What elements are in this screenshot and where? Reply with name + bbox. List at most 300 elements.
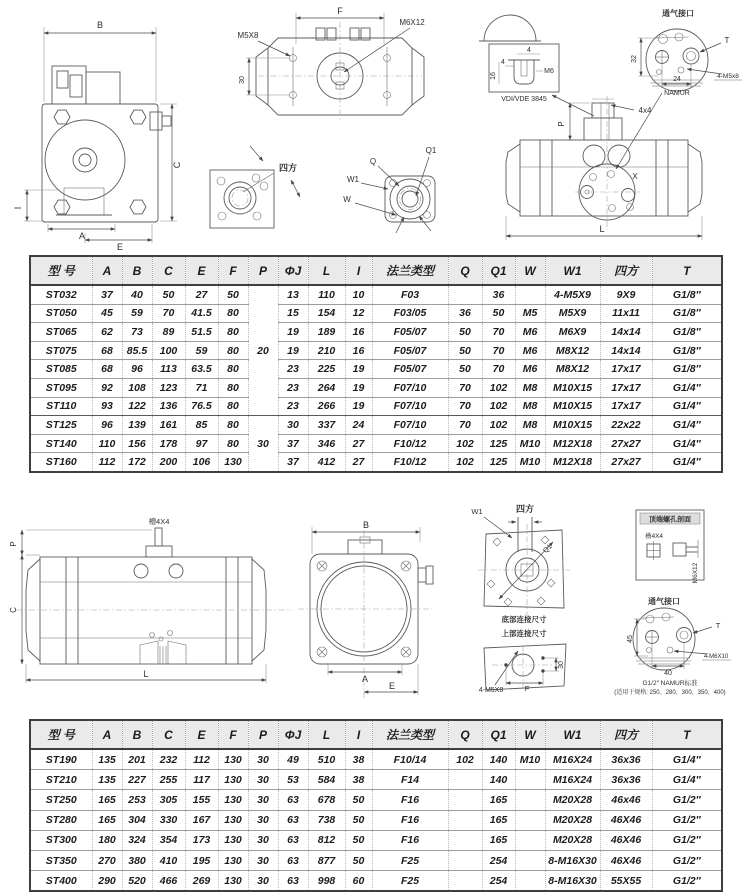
dim-c2-label: C <box>9 607 18 613</box>
table-cell: 108 <box>122 378 152 397</box>
vent-dim-32: 32 <box>631 55 638 63</box>
table-cell: 27 <box>185 285 218 304</box>
table-cell: ST350 <box>30 850 92 870</box>
table-cell: 63 <box>278 850 308 870</box>
namur-standard-caption: G1/2″ NAMUR标准 <box>642 680 698 687</box>
table-cell: 22x22 <box>600 416 652 435</box>
table-cell: 9X9 <box>600 285 652 304</box>
table-cell: 30 <box>248 416 278 472</box>
table-cell: 337 <box>308 416 345 435</box>
table-cell: 253 <box>122 790 152 810</box>
table-cell: 112 <box>92 453 122 472</box>
table-cell: 165 <box>482 790 515 810</box>
side-view-drawing <box>9 516 292 683</box>
table-cell <box>515 810 545 830</box>
table-cell: G1/2″ <box>652 810 722 830</box>
table-cell: 136 <box>152 397 185 416</box>
column-header: A <box>92 720 122 749</box>
table-row <box>30 285 722 304</box>
table-cell: 50 <box>345 850 372 870</box>
q1-label-2: Q1 <box>542 543 554 555</box>
table-cell: 76.5 <box>185 397 218 416</box>
table-cell: 112 <box>185 749 218 770</box>
table-cell: 80 <box>218 341 248 360</box>
table-cell: 10 <box>345 285 372 304</box>
w-label: W <box>343 195 351 204</box>
table-cell: M10X15 <box>545 378 600 397</box>
table-cell: 59 <box>185 341 218 360</box>
table-cell: ST190 <box>30 749 92 770</box>
table-cell: 180 <box>92 830 122 850</box>
table-cell: ST075 <box>30 341 92 360</box>
table-cell: 125 <box>482 453 515 472</box>
table-cell: 93 <box>92 397 122 416</box>
vent-t-label: T <box>724 36 730 45</box>
table-cell: 37 <box>92 285 122 304</box>
table-cell: 51.5 <box>185 323 218 342</box>
table-row <box>30 810 722 830</box>
w1-label-2: W1 <box>471 507 483 516</box>
table-cell: 305 <box>152 790 185 810</box>
vent-port-top-drawing <box>631 8 742 97</box>
table-cell: G1/2″ <box>652 790 722 810</box>
table-cell: ST050 <box>30 304 92 323</box>
table-cell: 130 <box>218 830 248 850</box>
table-row <box>30 378 722 397</box>
table-cell: 998 <box>308 871 345 892</box>
table-cell: M6X9 <box>545 323 600 342</box>
table-cell: 68 <box>92 360 122 379</box>
table-cell: 80 <box>218 378 248 397</box>
vdi-dim-16: 16 <box>490 72 497 80</box>
table-cell: 255 <box>152 770 185 790</box>
table-cell: 189 <box>308 323 345 342</box>
table-cell: ST032 <box>30 285 92 304</box>
table-cell: F05/07 <box>372 360 448 379</box>
table-cell: 27x27 <box>600 453 652 472</box>
square-drive-drawing <box>210 146 300 228</box>
table-cell: 96 <box>92 416 122 435</box>
table-cell <box>448 830 482 850</box>
table-cell: 50 <box>152 285 185 304</box>
table-cell: 130 <box>218 749 248 770</box>
dimension-table-large-models <box>29 719 723 892</box>
top-connection-drawing <box>479 628 566 694</box>
column-header: 型 号 <box>30 720 92 749</box>
table-cell: 130 <box>218 790 248 810</box>
dim-p-label: P <box>557 121 566 127</box>
table-cell: 80 <box>218 304 248 323</box>
column-header: ΦJ <box>278 720 308 749</box>
table-cell <box>515 285 545 304</box>
dim-l-label: L <box>599 224 605 234</box>
table-cell: 50 <box>448 341 482 360</box>
table-cell: F10/12 <box>372 453 448 472</box>
table-cell: 30 <box>248 871 278 892</box>
column-header: B <box>122 720 152 749</box>
column-header: E <box>185 720 218 749</box>
vent2-t-label: T <box>715 621 721 630</box>
table-cell: 232 <box>152 749 185 770</box>
table-cell: 70 <box>448 378 482 397</box>
table-cell: 30 <box>278 416 308 435</box>
table-cell: 68 <box>92 341 122 360</box>
table-cell: F14 <box>372 770 448 790</box>
screw-section-title: 顶端螺孔剖面 <box>649 516 691 524</box>
table-cell: 324 <box>122 830 152 850</box>
table-cell: 49 <box>278 749 308 770</box>
table-cell: 55X55 <box>600 871 652 892</box>
dim-30b-label: 30 <box>558 661 565 669</box>
m5x8-label: M5X8 <box>237 31 259 40</box>
table-cell: F16 <box>372 810 448 830</box>
table-cell: 139 <box>122 416 152 435</box>
table-cell: 167 <box>185 810 218 830</box>
table-cell: 63 <box>278 871 308 892</box>
table-cell: F05/07 <box>372 341 448 360</box>
table-cell: 46x46 <box>600 790 652 810</box>
table-cell: 225 <box>308 360 345 379</box>
vent2-title: 通气接口 <box>648 597 680 606</box>
column-header: I <box>345 720 372 749</box>
table-cell: 354 <box>152 830 185 850</box>
vent2-dim-40: 40 <box>664 670 672 677</box>
table-cell: 27x27 <box>600 434 652 453</box>
column-header: Q1 <box>482 720 515 749</box>
table-cell: 50 <box>218 285 248 304</box>
column-header: C <box>152 720 185 749</box>
table-cell: M8 <box>515 378 545 397</box>
top-conn-title: 上部连接尺寸 <box>501 629 547 638</box>
table-cell: G1/4″ <box>652 770 722 790</box>
vent-namur-caption: NAMUR <box>664 90 690 97</box>
table-cell: M12X18 <box>545 434 600 453</box>
table-cell: F16 <box>372 790 448 810</box>
column-header: ΦJ <box>278 256 308 285</box>
table-cell: 36 <box>448 304 482 323</box>
table-cell: G1/4″ <box>652 397 722 416</box>
table-cell: 63.5 <box>185 360 218 379</box>
table-cell: 102 <box>482 416 515 435</box>
table-cell: 154 <box>308 304 345 323</box>
table-cell: 50 <box>482 304 515 323</box>
table-cell: 270 <box>92 850 122 870</box>
table-cell: 59 <box>122 304 152 323</box>
table-cell: 117 <box>185 770 218 790</box>
table-cell: 130 <box>218 453 248 472</box>
dim-e-label: E <box>116 242 124 252</box>
table-cell: 30 <box>248 790 278 810</box>
table-cell: 38 <box>345 770 372 790</box>
table-cell: G1/4″ <box>652 378 722 397</box>
table-cell: G1/2″ <box>652 830 722 850</box>
table-cell: 46X46 <box>600 850 652 870</box>
table-cell: 130 <box>218 871 248 892</box>
table-cell: F10/14 <box>372 749 448 770</box>
table-cell <box>448 850 482 870</box>
table-cell: F07/10 <box>372 416 448 435</box>
table-cell: 60 <box>345 871 372 892</box>
table-cell: 16 <box>345 323 372 342</box>
table-cell: 266 <box>308 397 345 416</box>
sifang-label: 四方 <box>278 163 298 173</box>
column-header: C <box>152 256 185 285</box>
vent2-4m6x10-label: 4-M6X10 <box>703 654 729 660</box>
table-cell: 62 <box>92 323 122 342</box>
table-cell: 50 <box>448 360 482 379</box>
table-cell: 520 <box>122 871 152 892</box>
table-cell: 45 <box>92 304 122 323</box>
table-row <box>30 360 722 379</box>
table-cell: 678 <box>308 790 345 810</box>
column-header: A <box>92 256 122 285</box>
vdi-dim-4b: 4 <box>501 59 505 66</box>
table-cell: 80 <box>218 416 248 435</box>
table-cell: 102 <box>448 453 482 472</box>
dim-l2-label: L <box>143 669 149 679</box>
table-cell: 510 <box>308 749 345 770</box>
column-header: T <box>652 256 722 285</box>
table-cell: F03 <box>372 285 448 304</box>
table-cell: 155 <box>185 790 218 810</box>
table-cell: 346 <box>308 434 345 453</box>
table-cell: 40 <box>122 285 152 304</box>
dim-e2-label: E <box>388 681 396 691</box>
dim-f2-label: F <box>524 684 530 693</box>
table-cell: 97 <box>185 434 218 453</box>
table-cell: 80 <box>218 360 248 379</box>
table-cell: 200 <box>152 453 185 472</box>
table-cell: 50 <box>448 323 482 342</box>
table-row <box>30 749 722 770</box>
table-cell: 17x17 <box>600 378 652 397</box>
vent-port-bottom-drawing <box>614 596 731 696</box>
right-top-view-drawing <box>506 93 702 240</box>
table-cell: 17x17 <box>600 397 652 416</box>
table-cell: 156 <box>122 434 152 453</box>
column-header: 法兰类型 <box>372 256 448 285</box>
table-cell: 14x14 <box>600 341 652 360</box>
column-header: P <box>248 720 278 749</box>
column-header: 法兰类型 <box>372 720 448 749</box>
table-cell: M16X24 <box>545 770 600 790</box>
table-cell: 70 <box>482 341 515 360</box>
vdi-caption: VDI/VDE 3845 <box>501 96 547 103</box>
table-cell: 123 <box>152 378 185 397</box>
table-cell <box>448 285 482 304</box>
table-cell: 70 <box>448 397 482 416</box>
table-cell: 46X46 <box>600 810 652 830</box>
column-header: T <box>652 720 722 749</box>
x-label: X <box>632 172 638 181</box>
table-row <box>30 341 722 360</box>
table-cell: 27 <box>345 434 372 453</box>
table-cell: ST140 <box>30 434 92 453</box>
vdi-m6-label: M6 <box>544 68 554 75</box>
table-cell <box>448 790 482 810</box>
table-cell: 92 <box>92 378 122 397</box>
table-cell: 71 <box>185 378 218 397</box>
table-cell: 50 <box>345 810 372 830</box>
slot-label: 槽4X4 <box>148 517 170 526</box>
table-cell: 227 <box>122 770 152 790</box>
table-cell: G1/4″ <box>652 749 722 770</box>
table-cell: 19 <box>345 360 372 379</box>
q-label: Q <box>369 157 377 166</box>
column-header: Q <box>448 256 482 285</box>
table-cell: 140 <box>482 770 515 790</box>
table-cell: M20X28 <box>545 810 600 830</box>
column-header: E <box>185 256 218 285</box>
table-cell: M6 <box>515 360 545 379</box>
table-cell: 17x17 <box>600 360 652 379</box>
table-cell: 50 <box>345 790 372 810</box>
table-cell: 27 <box>345 453 372 472</box>
table-cell: 877 <box>308 850 345 870</box>
table-cell: 812 <box>308 830 345 850</box>
table-cell: G1/2″ <box>652 871 722 892</box>
table-cell: G1/8″ <box>652 323 722 342</box>
table-cell: 161 <box>152 416 185 435</box>
slot-4x4-label: 4x4 <box>638 106 652 115</box>
table-cell: 165 <box>92 810 122 830</box>
table-row <box>30 850 722 870</box>
column-header: F <box>218 256 248 285</box>
w1-label: W1 <box>347 175 359 184</box>
table-cell: G1/8″ <box>652 341 722 360</box>
table-row <box>30 790 722 810</box>
table-cell: 584 <box>308 770 345 790</box>
table-cell: 20 <box>248 285 278 416</box>
dimension-table-small-models <box>29 255 723 473</box>
table-cell: F25 <box>372 850 448 870</box>
table-cell: 330 <box>152 810 185 830</box>
table-cell: 172 <box>122 453 152 472</box>
table-cell: 15 <box>278 304 308 323</box>
bottom-conn-caption: 底部连接尺寸 <box>501 615 547 624</box>
table-cell: M10 <box>515 434 545 453</box>
table-cell: 23 <box>278 360 308 379</box>
table-cell: ST085 <box>30 360 92 379</box>
table-cell: 70 <box>482 323 515 342</box>
table-cell: ST280 <box>30 810 92 830</box>
m6x12-label: M6X12 <box>399 18 425 27</box>
column-header: 四方 <box>600 720 652 749</box>
table-cell: 70 <box>448 416 482 435</box>
table-cell: 290 <box>92 871 122 892</box>
table-cell: 23 <box>278 397 308 416</box>
table-cell: 102 <box>482 397 515 416</box>
table-cell: 100 <box>152 341 185 360</box>
table-cell: 41.5 <box>185 304 218 323</box>
column-header: 四方 <box>600 256 652 285</box>
table-cell: 70 <box>152 304 185 323</box>
table-cell: ST110 <box>30 397 92 416</box>
slot-label-2: 槽4X4 <box>644 533 664 540</box>
table-cell: 36x36 <box>600 770 652 790</box>
dim-c-label: C <box>172 161 182 169</box>
table-cell: M12X18 <box>545 453 600 472</box>
table-cell: 178 <box>152 434 185 453</box>
table-cell: 254 <box>482 871 515 892</box>
table-cell: 8-M16X30 <box>545 871 600 892</box>
table-cell: 254 <box>482 850 515 870</box>
table-cell: 113 <box>152 360 185 379</box>
table-cell: 102 <box>448 749 482 770</box>
dim-i-label: I <box>13 206 23 210</box>
table-cell: M10 <box>515 749 545 770</box>
table-cell <box>515 830 545 850</box>
table-cell: 50 <box>345 830 372 850</box>
dim-p2-label: P <box>9 541 18 547</box>
column-header: L <box>308 256 345 285</box>
column-header: W1 <box>545 720 600 749</box>
table-cell: M6 <box>515 341 545 360</box>
header-row <box>30 720 722 749</box>
table-cell: 85 <box>185 416 218 435</box>
top-view-drawing <box>238 6 426 122</box>
table-cell: 304 <box>122 810 152 830</box>
table-cell: 53 <box>278 770 308 790</box>
table-cell <box>448 871 482 892</box>
table-cell: 80 <box>218 323 248 342</box>
table-cell: 70 <box>482 360 515 379</box>
table-cell: 24 <box>345 416 372 435</box>
table-cell: 96 <box>122 360 152 379</box>
table-cell: 106 <box>185 453 218 472</box>
table-cell: M10X15 <box>545 416 600 435</box>
table-row <box>30 397 722 416</box>
table-cell: G1/8″ <box>652 285 722 304</box>
table-row <box>30 830 722 850</box>
table-cell: 89 <box>152 323 185 342</box>
end-view-drawing <box>298 520 433 698</box>
table-cell <box>515 871 545 892</box>
table-cell: 165 <box>482 810 515 830</box>
table-row <box>30 416 722 435</box>
table-cell: 19 <box>345 378 372 397</box>
table-cell: 122 <box>122 397 152 416</box>
table-cell: F07/10 <box>372 397 448 416</box>
table-cell: 380 <box>122 850 152 870</box>
table-cell: M10 <box>515 453 545 472</box>
table-cell: 63 <box>278 830 308 850</box>
table-cell: F10/12 <box>372 434 448 453</box>
bottom-flange-drawing <box>343 146 437 233</box>
table-cell: 4-M5X9 <box>545 285 600 304</box>
table-cell: 410 <box>152 850 185 870</box>
table-cell: ST125 <box>30 416 92 435</box>
applicable-sizes-caption: (适用于规格: 250、280、300、350、400) <box>614 690 726 696</box>
table-cell: F03/05 <box>372 304 448 323</box>
table-cell: 102 <box>482 378 515 397</box>
m6x12-label-2: M6X12 <box>692 562 699 584</box>
table-cell: 30 <box>248 810 278 830</box>
table-cell: M20X28 <box>545 830 600 850</box>
table-cell: 19 <box>278 323 308 342</box>
table-cell <box>515 850 545 870</box>
table-row <box>30 434 722 453</box>
table-cell: 63 <box>278 790 308 810</box>
table-cell <box>448 770 482 790</box>
table-cell: ST300 <box>30 830 92 850</box>
top-screw-section-drawing <box>636 510 704 583</box>
table-cell: 13 <box>278 285 308 304</box>
table-cell: G1/8″ <box>652 360 722 379</box>
table-cell: ST400 <box>30 871 92 892</box>
table-cell: G1/4″ <box>652 416 722 435</box>
table-cell <box>515 770 545 790</box>
